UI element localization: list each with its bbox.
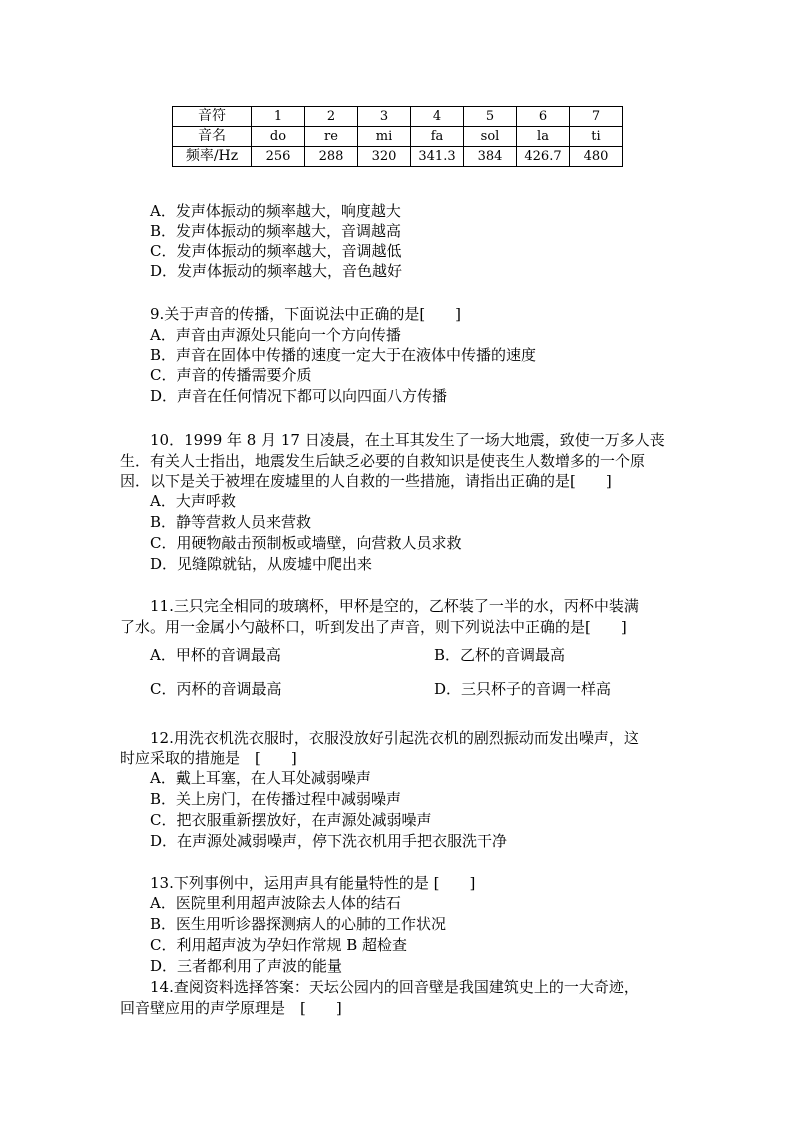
q8-option-d: D．发声体振动的频率越大，音色越好 — [150, 262, 403, 280]
q10-option-c: C．用硬物敲击预制板或墙壁，向营救人员求救 — [150, 534, 462, 552]
q9-option-c: C．声音的传播需要介质 — [150, 366, 312, 384]
row-header: 音符 — [173, 107, 252, 127]
table-cell: ti — [570, 127, 623, 147]
q11-option-b: B．乙杯的音调最高 — [434, 646, 566, 664]
q13-option-b: B．医生用听诊器探测病人的心肺的工作状况 — [150, 915, 447, 933]
table-cell: mi — [358, 127, 411, 147]
q12-stem-line-1: 12.用洗衣机洗衣服时，衣服没放好引起洗衣机的剧烈振动而发出噪声，这 — [150, 729, 639, 747]
q9-option-d: D．声音在任何情况下都可以向四面八方传播 — [150, 387, 448, 405]
q9-option-b: B．声音在固体中传播的速度一定大于在液体中传播的速度 — [150, 346, 537, 364]
q11-option-c: C．丙杯的音调最高 — [150, 680, 282, 698]
table-cell: 256 — [252, 147, 305, 167]
row-header: 音名 — [173, 127, 252, 147]
q14-stem-line-1: 14.查阅资料选择答案：天坛公园内的回音壁是我国建筑史上的一大奇迹， — [150, 978, 639, 996]
q12-option-c: C．把衣服重新摆放好，在声源处减弱噪声 — [150, 811, 432, 829]
q10-stem-line-2: 生．有关人士指出，地震发生后缺乏必要的自救知识是使丧生人数增多的一个原 — [120, 452, 646, 470]
table-cell: 341.3 — [411, 147, 464, 167]
table-row — [173, 147, 623, 167]
q10-stem-line-3: 因．以下是关于被埋在废墟里的人自救的一些措施，请指出正确的是[ ] — [120, 472, 612, 490]
q10-option-d: D．见缝隙就钻，从废墟中爬出来 — [150, 555, 373, 573]
table-cell: 7 — [570, 107, 623, 127]
q13-option-d: D．三者都利用了声波的能量 — [150, 957, 343, 975]
q11-option-a: A．甲杯的音调最高 — [150, 646, 281, 664]
q10-option-b: B．静等营救人员来营救 — [150, 513, 312, 531]
q9-option-a: A．声音由声源处只能向一个方向传播 — [150, 326, 401, 344]
q8-option-c: C．发声体振动的频率越大，音调越低 — [150, 242, 402, 260]
table-cell: 5 — [464, 107, 517, 127]
table-cell: 1 — [252, 107, 305, 127]
q12-option-b: B．关上房门，在传播过程中减弱噪声 — [150, 790, 402, 808]
table-cell: 288 — [305, 147, 358, 167]
table-cell: 480 — [570, 147, 623, 167]
table-cell: sol — [464, 127, 517, 147]
table-cell: la — [517, 127, 570, 147]
q11-stem-line-1: 11.三只完全相同的玻璃杯，甲杯是空的，乙杯装了一半的水，丙杯中装满 — [150, 597, 639, 615]
q10-option-a: A．大声呼救 — [150, 492, 236, 510]
table-cell: 4 — [411, 107, 464, 127]
q12-option-d: D．在声源处减弱噪声，停下洗衣机用手把衣服洗干净 — [150, 832, 508, 850]
table-cell: re — [305, 127, 358, 147]
q11-option-d: D．三只杯子的音调一样高 — [434, 680, 612, 698]
table-cell: 384 — [464, 147, 517, 167]
table-cell: 320 — [358, 147, 411, 167]
table-cell: 6 — [517, 107, 570, 127]
table-cell: do — [252, 127, 305, 147]
table-cell: 2 — [305, 107, 358, 127]
q13-option-a: A．医院里利用超声波除去人体的结石 — [150, 894, 401, 912]
table-cell: 426.7 — [517, 147, 570, 167]
note-frequency-table — [172, 106, 623, 167]
table-row — [173, 127, 623, 147]
table-row — [173, 107, 623, 127]
q9-stem: 9.关于声音的传播，下面说法中正确的是[ ] — [150, 305, 462, 323]
q12-stem-line-2: 时应采取的措施是 [ ] — [120, 749, 297, 767]
table-cell: fa — [411, 127, 464, 147]
q13-stem: 13.下列事例中，运用声具有能量特性的是 [ ] — [150, 874, 476, 892]
q13-option-c: C．利用超声波为孕妇作常规 B 超检查 — [150, 936, 408, 954]
q14-stem-line-2: 回音壁应用的声学原理是 [ ] — [120, 999, 342, 1017]
q8-option-b: B．发声体振动的频率越大，音调越高 — [150, 222, 402, 240]
q10-stem-line-1: 10．1999 年 8 月 17 日凌晨，在土耳其发生了一场大地震，致使一万多人丧 — [150, 431, 665, 449]
row-header: 频率/Hz — [173, 147, 252, 167]
q12-option-a: A．戴上耳塞，在人耳处减弱噪声 — [150, 769, 371, 787]
q11-stem-line-2: 了水。用一金属小勺敲杯口，听到发出了声音，则下列说法中正确的是[ ] — [120, 618, 627, 636]
table-cell: 3 — [358, 107, 411, 127]
q8-option-a: A．发声体振动的频率越大，响度越大 — [150, 202, 401, 220]
